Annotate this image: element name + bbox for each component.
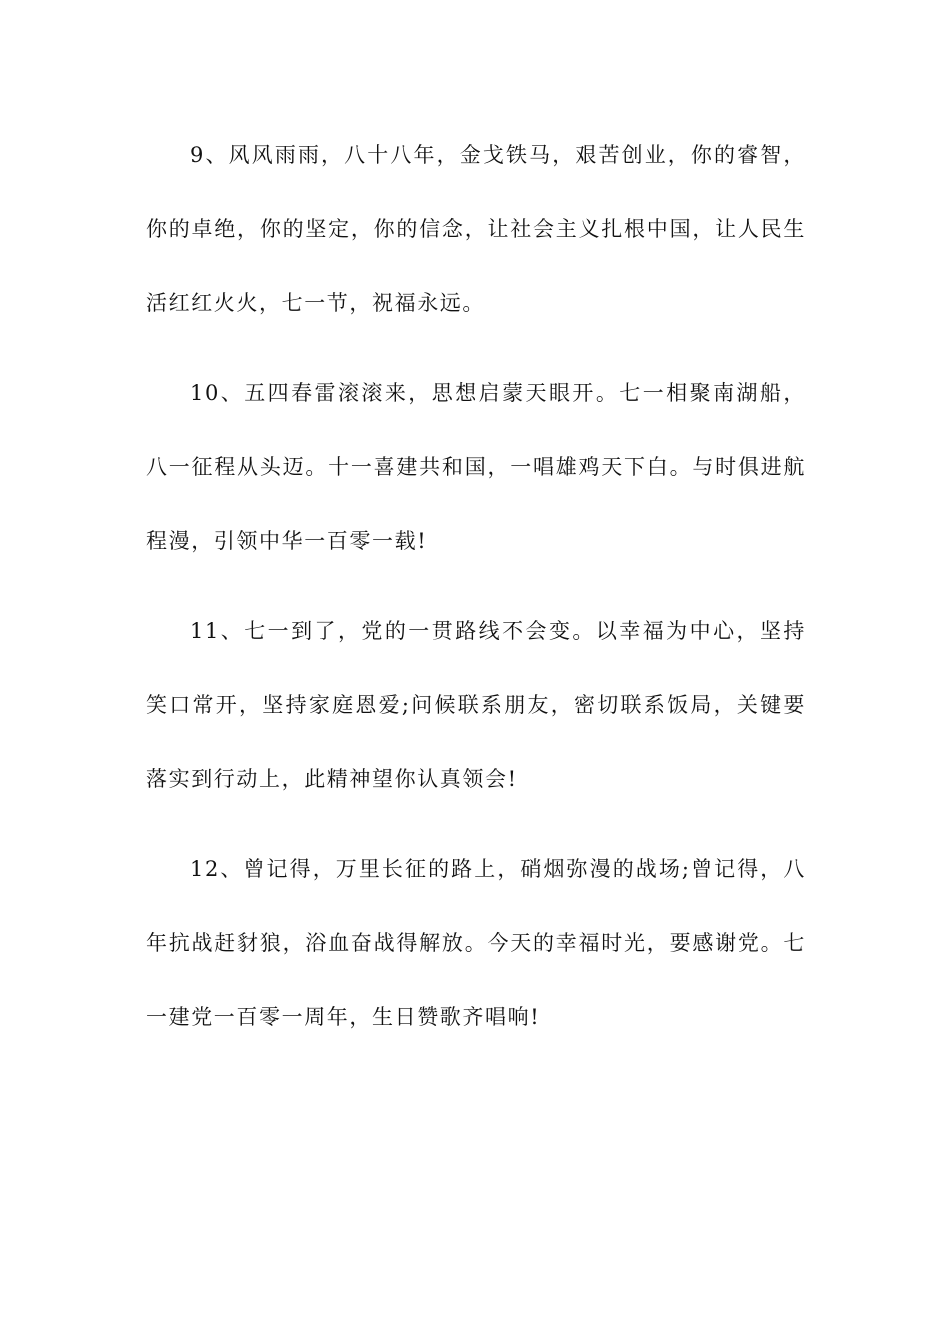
paragraph-9: 9、风风雨雨，八十八年，金戈铁马，艰苦创业，你的睿智，你的卓绝，你的坚定，你的信念，让社会主义扎根中国，让人民生活红红火火，七一节，祝福永远。 [146,143,806,315]
paragraph-12: 12、曾记得，万里长征的路上，硝烟弥漫的战场;曾记得，八年抗战赶豺狼，浴血奋战得解放。今天的幸福时光，要感谢党。七一建党一百零一周年，生日赞歌齐唱响! [146,857,806,1029]
paragraph-10: 10、五四春雷滚滚来，思想启蒙天眼开。七一相聚南湖船，八一征程从头迈。十一喜建共和国，一唱雄鸡天下白。与时俱进航程漫，引领中华一百零一载! [146,381,806,553]
document-body [146,118,806,1070]
paragraph-11: 11、七一到了，党的一贯路线不会变。以幸福为中心，坚持笑口常开，坚持家庭恩爱;问候联系朋友，密切联系饭局，关键要落实到行动上，此精神望你认真领会! [146,619,806,791]
